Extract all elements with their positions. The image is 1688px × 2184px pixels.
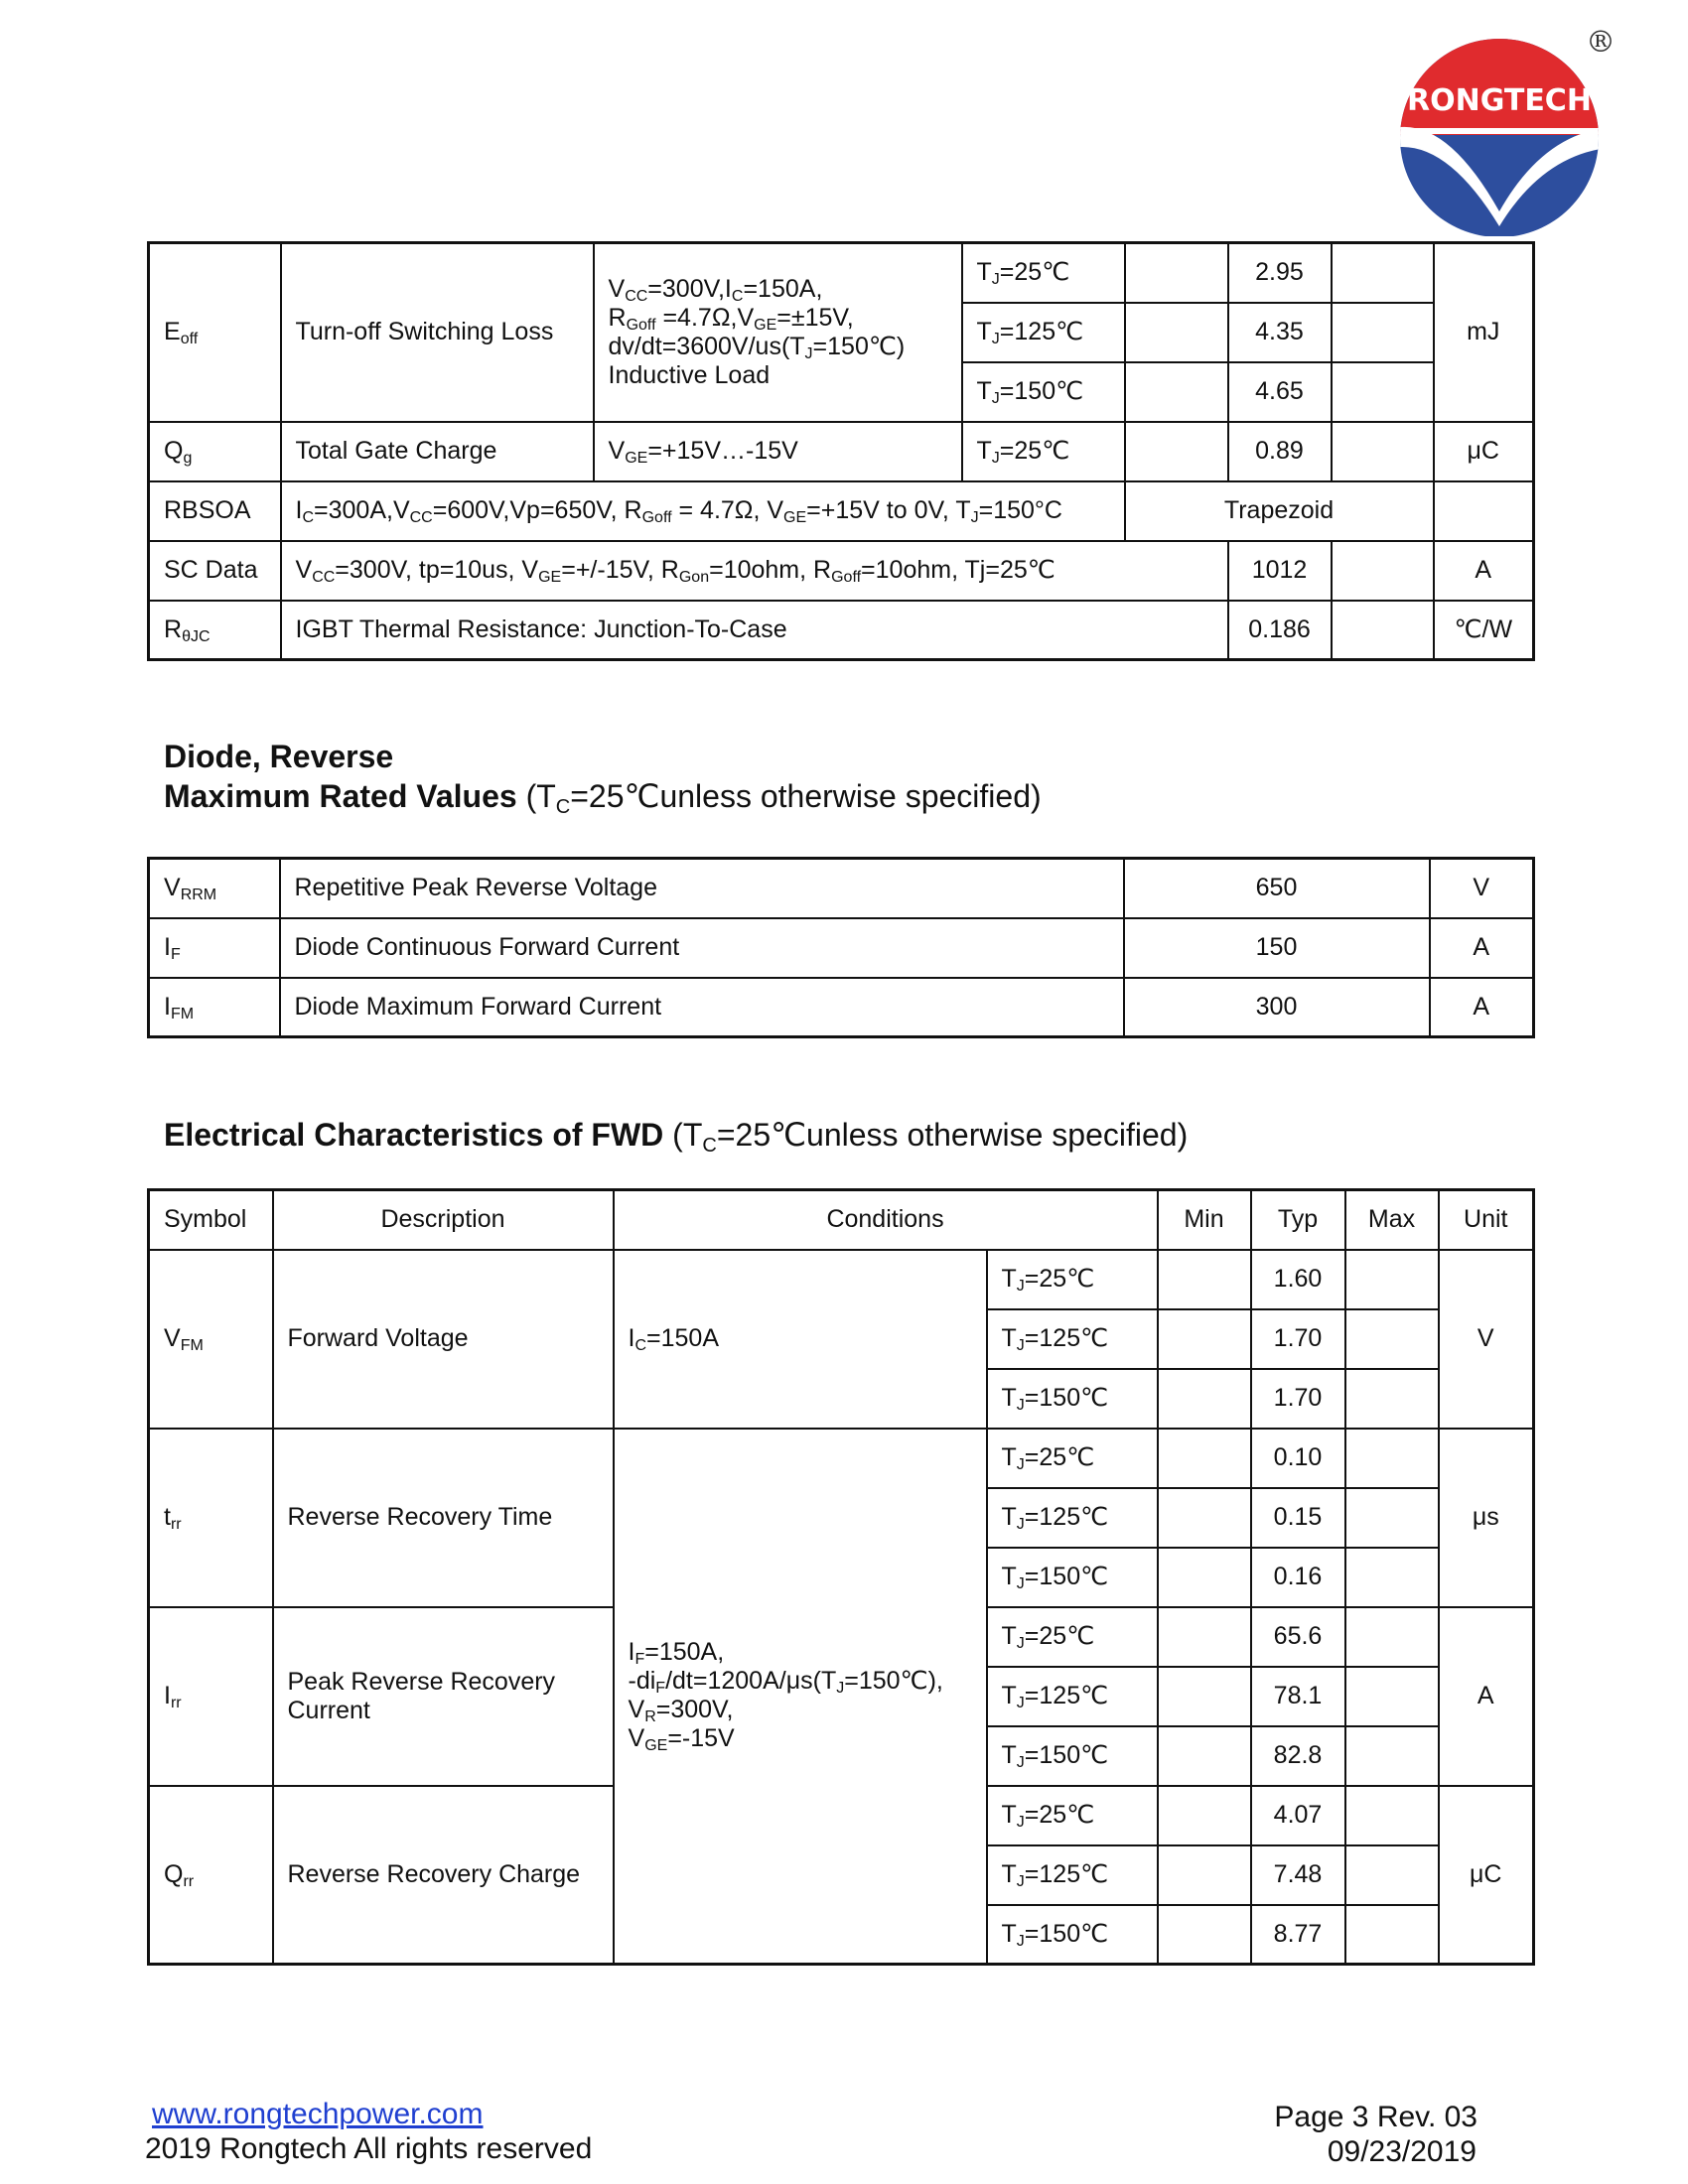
sc-unit: A: [1434, 541, 1534, 601]
qg-conditions: $V_{GE}=+15V\dots-15V$: [594, 422, 962, 481]
if-description: Diode Continuous Forward Current: [280, 918, 1124, 978]
qrr-min-125: [1158, 1845, 1251, 1905]
eoff-symbol: $E_{off}$: [149, 243, 281, 422]
vfm-conditions: $I_C=150A$: [614, 1250, 987, 1429]
qrr-min-25: [1158, 1786, 1251, 1845]
vfm-typ-150: 1.70: [1251, 1369, 1345, 1429]
qrr-typ-150: 8.77: [1251, 1905, 1345, 1965]
qrr-max-125: [1345, 1845, 1439, 1905]
trr-typ-25: 0.10: [1251, 1429, 1345, 1488]
revision-date: 09/23/2019: [1327, 2135, 1477, 2168]
eoff-typ-150: 4.65: [1228, 362, 1332, 422]
vfm-typ-25: 1.60: [1251, 1250, 1345, 1309]
rth-description: IGBT Thermal Resistance: Junction-To-Case: [281, 601, 1228, 660]
trr-description: Reverse Recovery Time: [273, 1429, 614, 1607]
diode-row-vrrm: [149, 859, 1534, 918]
eoff-max-125: [1332, 303, 1434, 362]
vfm-min-25: [1158, 1250, 1251, 1309]
vfm-description: Forward Voltage: [273, 1250, 614, 1429]
logo-text: RONGTECH: [1407, 83, 1592, 118]
eoff-tj-150: $T_J=150℃$: [962, 362, 1125, 422]
diode-section-title: Diode, Reverse Maximum Rated Values ($T_C=25℃unless$ otherwise specified): [164, 739, 1042, 818]
trr-row-25: [149, 1429, 1534, 1488]
trr-min-125: [1158, 1488, 1251, 1548]
vfm-row-25: [149, 1250, 1534, 1309]
qrr-min-150: [1158, 1905, 1251, 1965]
qg-description: Total Gate Charge: [281, 422, 594, 481]
ifm-unit: A: [1430, 978, 1534, 1037]
irr-tj-25: $T_J=25℃$: [987, 1607, 1158, 1667]
header-symbol: Symbol: [149, 1190, 273, 1250]
sc-data-row: [149, 541, 1534, 601]
irr-max-125: [1345, 1667, 1439, 1726]
eoff-min-150: [1125, 362, 1228, 422]
eoff-unit: mJ: [1434, 243, 1534, 422]
diode-row-ifm: [149, 978, 1534, 1037]
if-symbol: $I_F$: [149, 918, 280, 978]
irr-typ-125: 78.1: [1251, 1667, 1345, 1726]
rbsoa-value: Trapezoid: [1125, 481, 1434, 541]
vfm-min-150: [1158, 1369, 1251, 1429]
qrr-tj-125: $T_J=125℃$: [987, 1845, 1158, 1905]
copyright-text: 2019 Rongtech All rights reserved: [145, 2132, 593, 2165]
if-unit: A: [1430, 918, 1534, 978]
eoff-max-25: [1332, 243, 1434, 303]
irr-typ-150: 82.8: [1251, 1726, 1345, 1786]
eoff-typ-25: 2.95: [1228, 243, 1332, 303]
rongtech-logo: [1400, 28, 1628, 236]
eoff-min-125: [1125, 303, 1228, 362]
qrr-max-25: [1345, 1786, 1439, 1845]
rth-unit: ℃/W: [1434, 601, 1534, 660]
irr-tj-150: $T_J=150℃$: [987, 1726, 1158, 1786]
sc-max: [1332, 541, 1434, 601]
qg-symbol: $Q_g$: [149, 422, 281, 481]
irr-max-150: [1345, 1726, 1439, 1786]
qrr-tj-25: $T_J=25℃$: [987, 1786, 1158, 1845]
irr-min-150: [1158, 1726, 1251, 1786]
rth-typ: 0.186: [1228, 601, 1332, 660]
eoff-tj-25: $T_J=25℃$: [962, 243, 1125, 303]
eoff-min-25: [1125, 243, 1228, 303]
qrr-tj-150: $T_J=150℃$: [987, 1905, 1158, 1965]
rbsoa-unit: [1434, 481, 1534, 541]
qrr-description: Reverse Recovery Charge: [273, 1786, 614, 1965]
vrrm-description: Repetitive Peak Reverse Voltage: [280, 859, 1124, 918]
qg-typ: 0.89: [1228, 422, 1332, 481]
igbt-characteristics-table: [147, 241, 1535, 661]
vfm-tj-125: $T_J=125℃$: [987, 1309, 1158, 1369]
header-min: Min: [1158, 1190, 1251, 1250]
rbsoa-row: [149, 481, 1534, 541]
vrrm-value: 650: [1124, 859, 1430, 918]
vfm-min-125: [1158, 1309, 1251, 1369]
qg-unit: μC: [1434, 422, 1534, 481]
qrr-typ-25: 4.07: [1251, 1786, 1345, 1845]
qrr-typ-125: 7.48: [1251, 1845, 1345, 1905]
irr-min-25: [1158, 1607, 1251, 1667]
qg-row: [149, 422, 1534, 481]
header-conditions: Conditions: [614, 1190, 1158, 1250]
header-description: Description: [273, 1190, 614, 1250]
vfm-max-25: [1345, 1250, 1439, 1309]
if-value: 150: [1124, 918, 1430, 978]
ifm-symbol: $I_{FM}$: [149, 978, 280, 1037]
trr-tj-25: $T_J=25℃$: [987, 1429, 1158, 1488]
rth-max: [1332, 601, 1434, 660]
ifm-description: Diode Maximum Forward Current: [280, 978, 1124, 1037]
qrr-unit: μC: [1439, 1786, 1534, 1965]
fwd-header-row: [149, 1190, 1534, 1250]
irr-tj-125: $T_J=125℃$: [987, 1667, 1158, 1726]
eoff-row: [149, 243, 1534, 303]
qrr-symbol: $Q_{rr}$: [149, 1786, 273, 1965]
rbsoa-conditions: $I_C=300A,V_{CC}=600V,Vp=650V$, $R_{Goff} = 4.7\Omega$, $V_{GE}=+15V$ to 0V, $T_J=150^\circ C$: [281, 481, 1125, 541]
fwd-characteristics-table: [147, 1188, 1535, 1966]
diode-row-if: [149, 918, 1534, 978]
vfm-tj-150: $T_J=150℃$: [987, 1369, 1158, 1429]
vfm-symbol: $V_{FM}$: [149, 1250, 273, 1429]
irr-min-125: [1158, 1667, 1251, 1726]
qg-tj: $T_J=25℃$: [962, 422, 1125, 481]
sc-conditions: $V_{CC}=300V$, tp=10us, $V_{GE}=+/-15V$, $R_{Gon}=10ohm$, $R_{Goff}=10ohm$, Tj=25℃: [281, 541, 1228, 601]
irr-max-25: [1345, 1607, 1439, 1667]
vfm-max-125: [1345, 1309, 1439, 1369]
vfm-typ-125: 1.70: [1251, 1309, 1345, 1369]
eoff-typ-125: 4.35: [1228, 303, 1332, 362]
eoff-max-150: [1332, 362, 1434, 422]
diode-rated-values-table: [147, 857, 1535, 1038]
trr-unit: μs: [1439, 1429, 1534, 1607]
trr-max-25: [1345, 1429, 1439, 1488]
ifm-value: 300: [1124, 978, 1430, 1037]
vfm-unit: V: [1439, 1250, 1534, 1429]
trr-max-125: [1345, 1488, 1439, 1548]
header-unit: Unit: [1439, 1190, 1534, 1250]
fwd-section-title: Electrical Characteristics of FWD ($T_C=25℃unless$ otherwise specified): [164, 1117, 1189, 1157]
qg-min: [1125, 422, 1228, 481]
header-typ: Typ: [1251, 1190, 1345, 1250]
recovery-conditions: $I_F=150A$, $-di_F/dt=1200A/\mu s(T_J=150℃)$, $V_R=300V$, $V_{GE}=-15V$: [614, 1429, 987, 1965]
eoff-description: Turn-off Switching Loss: [281, 243, 594, 422]
trr-min-25: [1158, 1429, 1251, 1488]
website-link[interactable]: www.rongtechpower.com: [152, 2098, 484, 2130]
rth-symbol: $R_{\theta JC}$: [149, 601, 281, 660]
irr-unit: A: [1439, 1607, 1534, 1786]
irr-description: Peak Reverse Recovery Current: [273, 1607, 614, 1786]
trr-min-150: [1158, 1548, 1251, 1607]
trr-max-150: [1345, 1548, 1439, 1607]
registered-mark: ®: [1586, 28, 1616, 60]
vfm-tj-25: $T_J=25℃$: [987, 1250, 1158, 1309]
trr-typ-125: 0.15: [1251, 1488, 1345, 1548]
trr-symbol: $t_{rr}$: [149, 1429, 273, 1607]
trr-tj-125: $T_J=125℃$: [987, 1488, 1158, 1548]
qrr-max-150: [1345, 1905, 1439, 1965]
eoff-conditions: $V_{CC}=300V,I_C=150A$, $R_{Goff} =4.7\Omega,V_{GE}=\pm 15V$, $dv/dt=3600V/us(T_J=150℃)$ Inductive Load: [594, 243, 962, 422]
vrrm-symbol: $V_{RRM}$: [149, 859, 280, 918]
page-revision: Page 3 Rev. 03: [1274, 2101, 1477, 2133]
irr-symbol: $I_{rr}$: [149, 1607, 273, 1786]
vrrm-unit: V: [1430, 859, 1534, 918]
rbsoa-symbol: RBSOA: [149, 481, 281, 541]
irr-typ-25: 65.6: [1251, 1607, 1345, 1667]
trr-tj-150: $T_J=150℃$: [987, 1548, 1158, 1607]
rth-row: [149, 601, 1534, 660]
qg-max: [1332, 422, 1434, 481]
sc-typ: 1012: [1228, 541, 1332, 601]
header-max: Max: [1345, 1190, 1439, 1250]
vfm-max-150: [1345, 1369, 1439, 1429]
sc-symbol: SC Data: [149, 541, 281, 601]
trr-typ-150: 0.16: [1251, 1548, 1345, 1607]
eoff-tj-125: $T_J=125℃$: [962, 303, 1125, 362]
